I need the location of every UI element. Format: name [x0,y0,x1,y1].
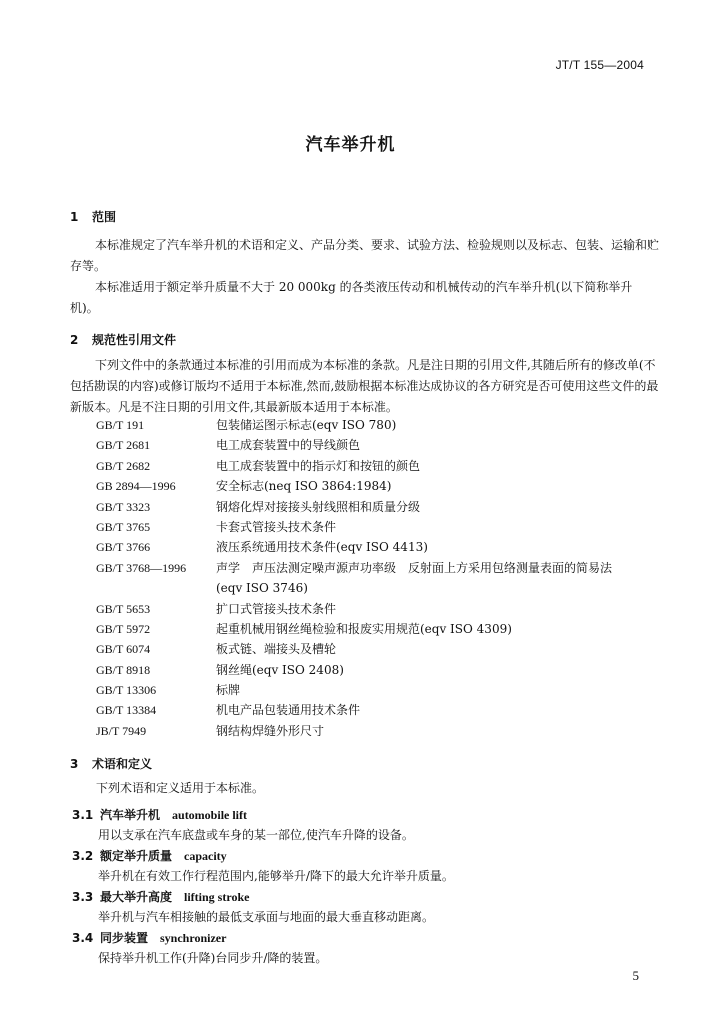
reference-code: GB/T 3768—1996 [96,560,187,575]
reference-item [96,660,666,680]
reference-title: 电工成套装置中的导线颜色 [216,438,361,453]
term-name: 同步装置 [100,931,149,945]
section-number: 3 [70,757,79,771]
reference-code: GB/T 5653 [96,601,151,616]
page-number: 5 [632,968,639,983]
section-1-paragraph-1: 本标准规定了汽车举升机的术语和定义、产品分类、要求、试验方法、检验规则以及标志、包装、运输和贮存等。 [70,238,660,273]
term-number: 3.1 [72,808,94,822]
reference-title: 起重机械用钢丝绳检验和报废实用规范(eqv ISO 4309) [216,621,512,636]
term-number: 3.2 [72,849,94,863]
reference-title: 标牌 [216,683,241,698]
reference-code: GB/T 13384 [96,703,157,718]
reference-title: 电工成套装置中的指示灯和按钮的颜色 [216,458,421,473]
term-name: 汽车举升机 [100,808,161,822]
term-english: automobile lift [172,808,248,822]
reference-title: 钢结构焊缝外形尺寸 [216,723,325,738]
reference-title: 扩口式管接头技术条件 [216,601,337,616]
section-1-heading [70,208,116,225]
standard-code: JT/T 155—2004 [555,58,644,72]
section-number: 2 [70,333,79,347]
section-1-paragraph-2: 本标准适用于额定举升质量不大于 20 000kg 的各类液压传动和机械传动的汽车举升机(以下简称举升机)。 [70,280,633,315]
term-heading [72,888,249,905]
section-title: 规范性引用文件 [92,333,177,347]
reference-list [96,415,666,741]
reference-title: 板式链、端接头及槽轮 [216,642,337,657]
reference-title: 钢熔化焊对接接头射线照相和质量分级 [216,499,421,514]
term-name: 最大举升高度 [100,890,173,904]
reference-item [96,721,666,741]
reference-code: GB/T 5972 [96,621,151,636]
reference-code: GB 2894—1996 [96,479,176,494]
reference-item [96,435,666,455]
term-definition: 用以支承在汽车底盘或车身的某一部位,使汽车升降的设备。 [98,828,414,842]
reference-item [96,619,666,639]
reference-title: 机电产品包装通用技术条件 [216,703,361,718]
reference-title: 钢丝绳(eqv ISO 2408) [216,662,344,677]
section-title: 范围 [92,210,117,224]
reference-code: GB/T 3766 [96,540,151,555]
section-title: 术语和定义 [92,757,153,771]
reference-code: GB/T 13306 [96,683,157,698]
reference-title: 卡套式管接头技术条件 [216,519,337,534]
section-number: 1 [70,210,79,224]
reference-code: GB/T 8918 [96,662,151,677]
reference-code: GB/T 3765 [96,519,151,534]
reference-title: 液压系统通用技术条件(eqv ISO 4413) [216,540,428,555]
reference-title: 包装储运图示标志(eqv ISO 780) [216,418,397,432]
reference-item [96,517,666,537]
term-number: 3.3 [72,890,94,904]
section-3-intro: 下列术语和定义适用于本标准。 [96,781,265,795]
reference-item [96,599,666,619]
term-english: lifting stroke [184,890,250,904]
term-english: synchronizer [160,931,227,945]
reference-title: 声学 声压法测定噪声源声功率级 反射面上方采用包络测量表面的简易法 [216,560,613,575]
reference-code: GB/T 6074 [96,642,151,657]
reference-code: GB/T 2682 [96,458,151,473]
document-title: 汽车举升机 [305,135,396,155]
reference-code: JB/T 7949 [96,723,147,738]
reference-item [96,497,666,517]
term-definition: 保持举升机工作(升降)台同步升/降的装置。 [98,951,328,965]
reference-item [96,415,666,435]
reference-item [96,456,666,476]
reference-title-continuation: (eqv ISO 3746) [216,581,308,596]
reference-item [96,476,666,496]
reference-item [96,680,666,700]
term-definition: 举升机在有效工作行程范围内,能够举升/降下的最大允许举升质量。 [98,869,454,883]
term-definition: 举升机与汽车相接触的最低支承面与地面的最大垂直移动距离。 [98,910,435,924]
reference-code: GB/T 3323 [96,499,151,514]
reference-code: GB/T 191 [96,418,145,432]
term-number: 3.4 [72,931,94,945]
term-english: capacity [184,849,227,863]
term-name: 额定举升质量 [100,849,173,863]
reference-item [96,537,666,557]
term-heading [72,806,247,823]
reference-item [96,639,666,659]
section-3-heading [70,755,152,772]
reference-item [96,700,666,720]
term-heading [72,929,226,946]
reference-title: 安全标志(neq ISO 3864:1984) [216,479,392,494]
term-heading [72,847,227,864]
section-2-heading [70,331,176,348]
reference-code: GB/T 2681 [96,438,151,453]
section-2-paragraph: 下列文件中的条款通过本标准的引用而成为本标准的条款。凡是注日期的引用文件,其随后所有的修改单(不包括勘误的内容)或修订版均不适用于本标准,然而,鼓励根据本标准达成协议的各方研究是否可使用这些文件的最新版本。凡是不注日期的引用文件,其最新版本适用于本标准。 [70,358,659,414]
reference-item [96,558,666,578]
